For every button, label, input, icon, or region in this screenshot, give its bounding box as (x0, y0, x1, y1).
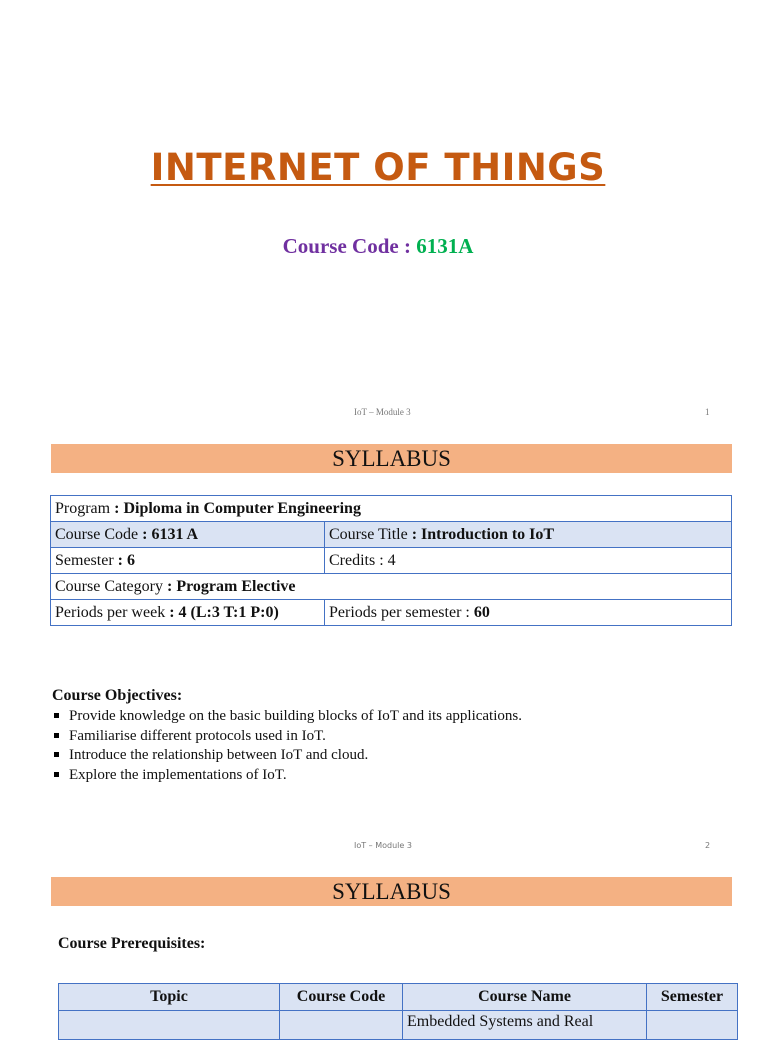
syllabus-band-2: SYLLABUS (51, 877, 732, 906)
semester-value: : 6 (117, 551, 135, 569)
column-header: Course Code (280, 984, 403, 1011)
credits-cell: Credits : 4 (325, 548, 732, 574)
list-item: Explore the implementations of IoT. (52, 766, 522, 786)
course-code-value: 6131A (416, 234, 474, 258)
syllabus-band: SYLLABUS (51, 444, 732, 473)
prerequisites-heading: Course Prerequisites: (58, 935, 206, 952)
title-text: INTERNET OF THINGS (150, 146, 606, 189)
semester-cell (647, 1011, 738, 1040)
periods-sem-label: Periods per semester : (329, 603, 474, 621)
code-value: : 6131 A (142, 525, 199, 543)
slide2-footer: IoT – Module 3 (354, 841, 412, 850)
slide1-footer: IoT – Module 3 (354, 407, 411, 417)
list-item: Familiarise different protocols used in IoT. (52, 727, 522, 747)
slide2-page-number: 2 (705, 841, 711, 850)
semester-cell (51, 548, 325, 574)
table-row (51, 496, 732, 522)
semester-label: Semester (55, 551, 118, 569)
table-row (51, 548, 732, 574)
periods-semester-cell (325, 600, 732, 626)
periods-sem-value: 60 (473, 603, 490, 621)
course-code-label: Course Code : (282, 234, 417, 258)
topic-cell (59, 1011, 280, 1040)
category-cell (51, 574, 732, 600)
course-title-cell (325, 522, 732, 548)
slide1-page-number: 1 (705, 407, 710, 417)
column-header: Course Name (403, 984, 647, 1011)
name-cell: Embedded Systems and Real (403, 1011, 647, 1040)
page-title (0, 146, 756, 189)
program-cell (51, 496, 732, 522)
table-row (59, 1011, 738, 1040)
title-label: Course Title (329, 525, 412, 543)
periods-week-value: : 4 (L:3 T:1 P:0) (169, 603, 279, 621)
title-value: : Introduction to IoT (411, 525, 555, 543)
course-code-line (0, 234, 756, 259)
list-item: Provide knowledge on the basic building blocks of IoT and its applications. (52, 707, 522, 727)
prerequisites-table (58, 983, 738, 1040)
course-info-table (50, 495, 732, 626)
objectives-list (52, 707, 522, 785)
column-header: Topic (59, 984, 280, 1011)
course-objectives (52, 687, 522, 785)
code-cell (280, 1011, 403, 1040)
objectives-heading: Course Objectives: (52, 687, 183, 704)
list-item: Introduce the relationship between IoT and cloud. (52, 746, 522, 766)
program-value: : Diploma in Computer Engineering (114, 499, 361, 517)
column-header: Semester (647, 984, 738, 1011)
program-label: Program (55, 499, 115, 517)
periods-week-cell (51, 600, 325, 626)
category-label: Course Category (55, 577, 167, 595)
periods-week-label: Periods per week (55, 603, 170, 621)
table-row (51, 522, 732, 548)
table-row (51, 574, 732, 600)
category-value: : Program Elective (166, 577, 296, 595)
table-header-row (59, 984, 738, 1011)
table-row (51, 600, 732, 626)
course-code-cell (51, 522, 325, 548)
code-label: Course Code (55, 525, 143, 543)
